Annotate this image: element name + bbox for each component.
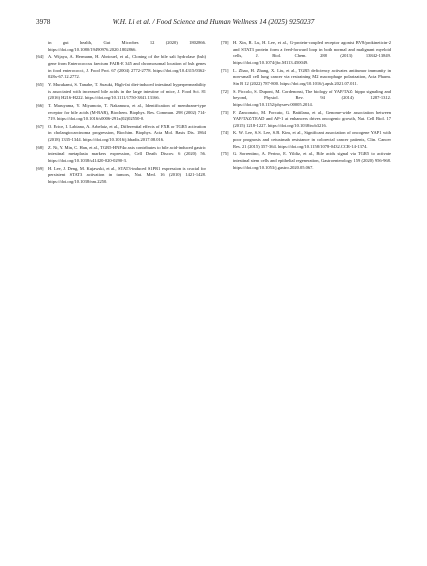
reference-text: H. Lee, J. Deng, M. Kujawski, et al., STAT3-induced S1PR1 expression is crucial for persistent STAT3 activation in tumors, Nat. Med. 16 (2010) 1421-1428. https://doi.org/10.1038/nm.2250.: [48, 165, 206, 184]
reference-column-left: [36, 40, 206, 187]
reference-item: [221, 40, 391, 66]
reference-text: Y. Murakami, S. Tanabe, T. Suzuki, High-fat diet-induced intestinal hyperpermeability is associated with increased bile acids in the large intestine of mice, J. Food Sci. 81 (2016) H216-H222. https://doi.org/10.1111/1750-3841.13166.: [48, 81, 206, 101]
reference-item: [36, 124, 206, 144]
reference-item: [36, 82, 206, 102]
reference-number: [74]: [221, 130, 229, 136]
reference-number: [66]: [36, 102, 44, 108]
reference-item: [221, 130, 391, 150]
reference-text: G. Sorrentino, A. Perino, E. Yildiz, et al., Bile acids signal via TGR5 to activate intestinal stem cells and epithelial regeneration, Gastroenterology 159 (2020) 956-968. https://doi.org/10.1053/j.gastro.2020.05.067.: [233, 151, 391, 170]
reference-item: [221, 89, 391, 109]
reference-item: [36, 166, 206, 186]
reference-text: in gut health, Gut Microbes 12 (2020) 1802866. https://doi.org/10.1080/19490976.2020.1802866.: [48, 40, 206, 52]
reference-number: [70]: [221, 40, 229, 45]
reference-item: [36, 103, 206, 123]
reference-number: [69]: [36, 165, 44, 171]
reference-number: [71]: [221, 67, 229, 73]
reference-text: K. W. Lee, S.S. Lee, S.B. Kim, et al., Significant association of oncogene YAP1 with poor prognosis and cetuximab resistance in colorectal cancer patients, Clin. Cancer Res. 21 (2015) 357-364. https://doi.org/10.1158/1078-0432.CCR-14-1374.: [233, 130, 391, 149]
reference-text: L. Zhao, H. Zhang, X. Liu, et al., TGR5 deficiency activates antitumor immunity in non-small cell lung cancer via restraining M2 macrophage polarization, Acta Pharm. Sin B 12 (2022) 787-800. https://doi.org/10.1016/j.apsb.2021.07.011.: [233, 67, 391, 86]
reference-list: [36, 40, 391, 187]
reference-text: S. Piccolo, S. Dupont, M. Cordenonsi, The biology of YAP/TAZ: hippo signaling and beyond, Physiol. Rev. 94 (2014) 1287-1312. https://doi.org/10.1152/physrev.00005.2014.: [233, 88, 391, 107]
reference-number: [67]: [36, 123, 44, 129]
reference-number: [75]: [221, 151, 229, 157]
reference-item: [36, 40, 206, 53]
page-number: 3978: [36, 18, 51, 26]
reference-number: [64]: [36, 54, 44, 60]
page-header: [36, 16, 391, 28]
reference-number: [68]: [36, 144, 44, 150]
reference-text: H. Xin, R. Lu, H. Lee, et al., G-protein-coupled receptor agonist BV8/prokineticin-2 and STAT3 protein form a feed-forward loop in both normal and malignant myeloid cells, J. Biol. Chem. 288 (2013) 13842-13849. https://doi.org/10.1074/jbc.M113.450049.: [233, 40, 391, 65]
reference-text: A. Wijaya, A. Hermann, H. Abriouel, et al., Cloning of the bile salt hydrolase (bsh) gene from Enterococcus faecium FAIR-E 345 and chromosomal location of bsh genes in food enterococci, J. Food Prot. 67 (2004) 2772-2778. https://doi.org/10.4315/0362-028x-67.12.2772.: [48, 54, 206, 80]
reference-item: [36, 145, 206, 165]
reference-item: [221, 110, 391, 130]
reference-item: [36, 54, 206, 80]
reference-text: T. Maruyama, Y. Miyamoto, T. Nakamura, et al., Identification of membrane-type receptor for bile acids (M-BAR), Biochem. Biophys. Res. Commun. 298 (2002) 714-719. https://doi.org/10.1016/s0006-291x(02)02550-0.: [48, 102, 206, 122]
reference-text: F. Zanconato, M. Forcato, G. Battilana, et al., Genome-wide association between YAP/TAZ/TEAD and AP-1 at enhancers drives oncogenic growth, Nat. Cell Biol. 17 (2015) 1218-1227. https://doi.org/10.1038/ncb3216.: [233, 109, 391, 128]
reference-text: Z. Ni, Y. Min, C. Han, et al., TGR5-HNF4α axis contributes to bile acid-induced gastric intestinal metaplasia markers expression, Cell Death Discov. 6 (2020) 56. https://doi.org/10.1038/s41420-020-0290-3.: [48, 144, 206, 164]
reference-number: [73]: [221, 109, 229, 115]
reference-text: O. Erice, I. Labiano, A. Arbelaiz, et al., Differential effects of FXR or TGR5 activation in cholangiocarcinoma progression, Biochim. Biophys. Acta Mol. Basis Dis. 1864 (2018) 1335-1344. https://doi.org/10.1016/j.bbadis.2017.08.016.: [48, 123, 206, 143]
reference-item: [221, 68, 391, 88]
reference-item: [221, 151, 391, 171]
reference-column-right: [221, 40, 391, 187]
reference-number: [65]: [36, 81, 44, 87]
reference-number: [72]: [221, 88, 229, 94]
running-title: W.H. Li et al. / Food Science and Human Wellness 14 (2025) 9250237: [112, 18, 315, 26]
